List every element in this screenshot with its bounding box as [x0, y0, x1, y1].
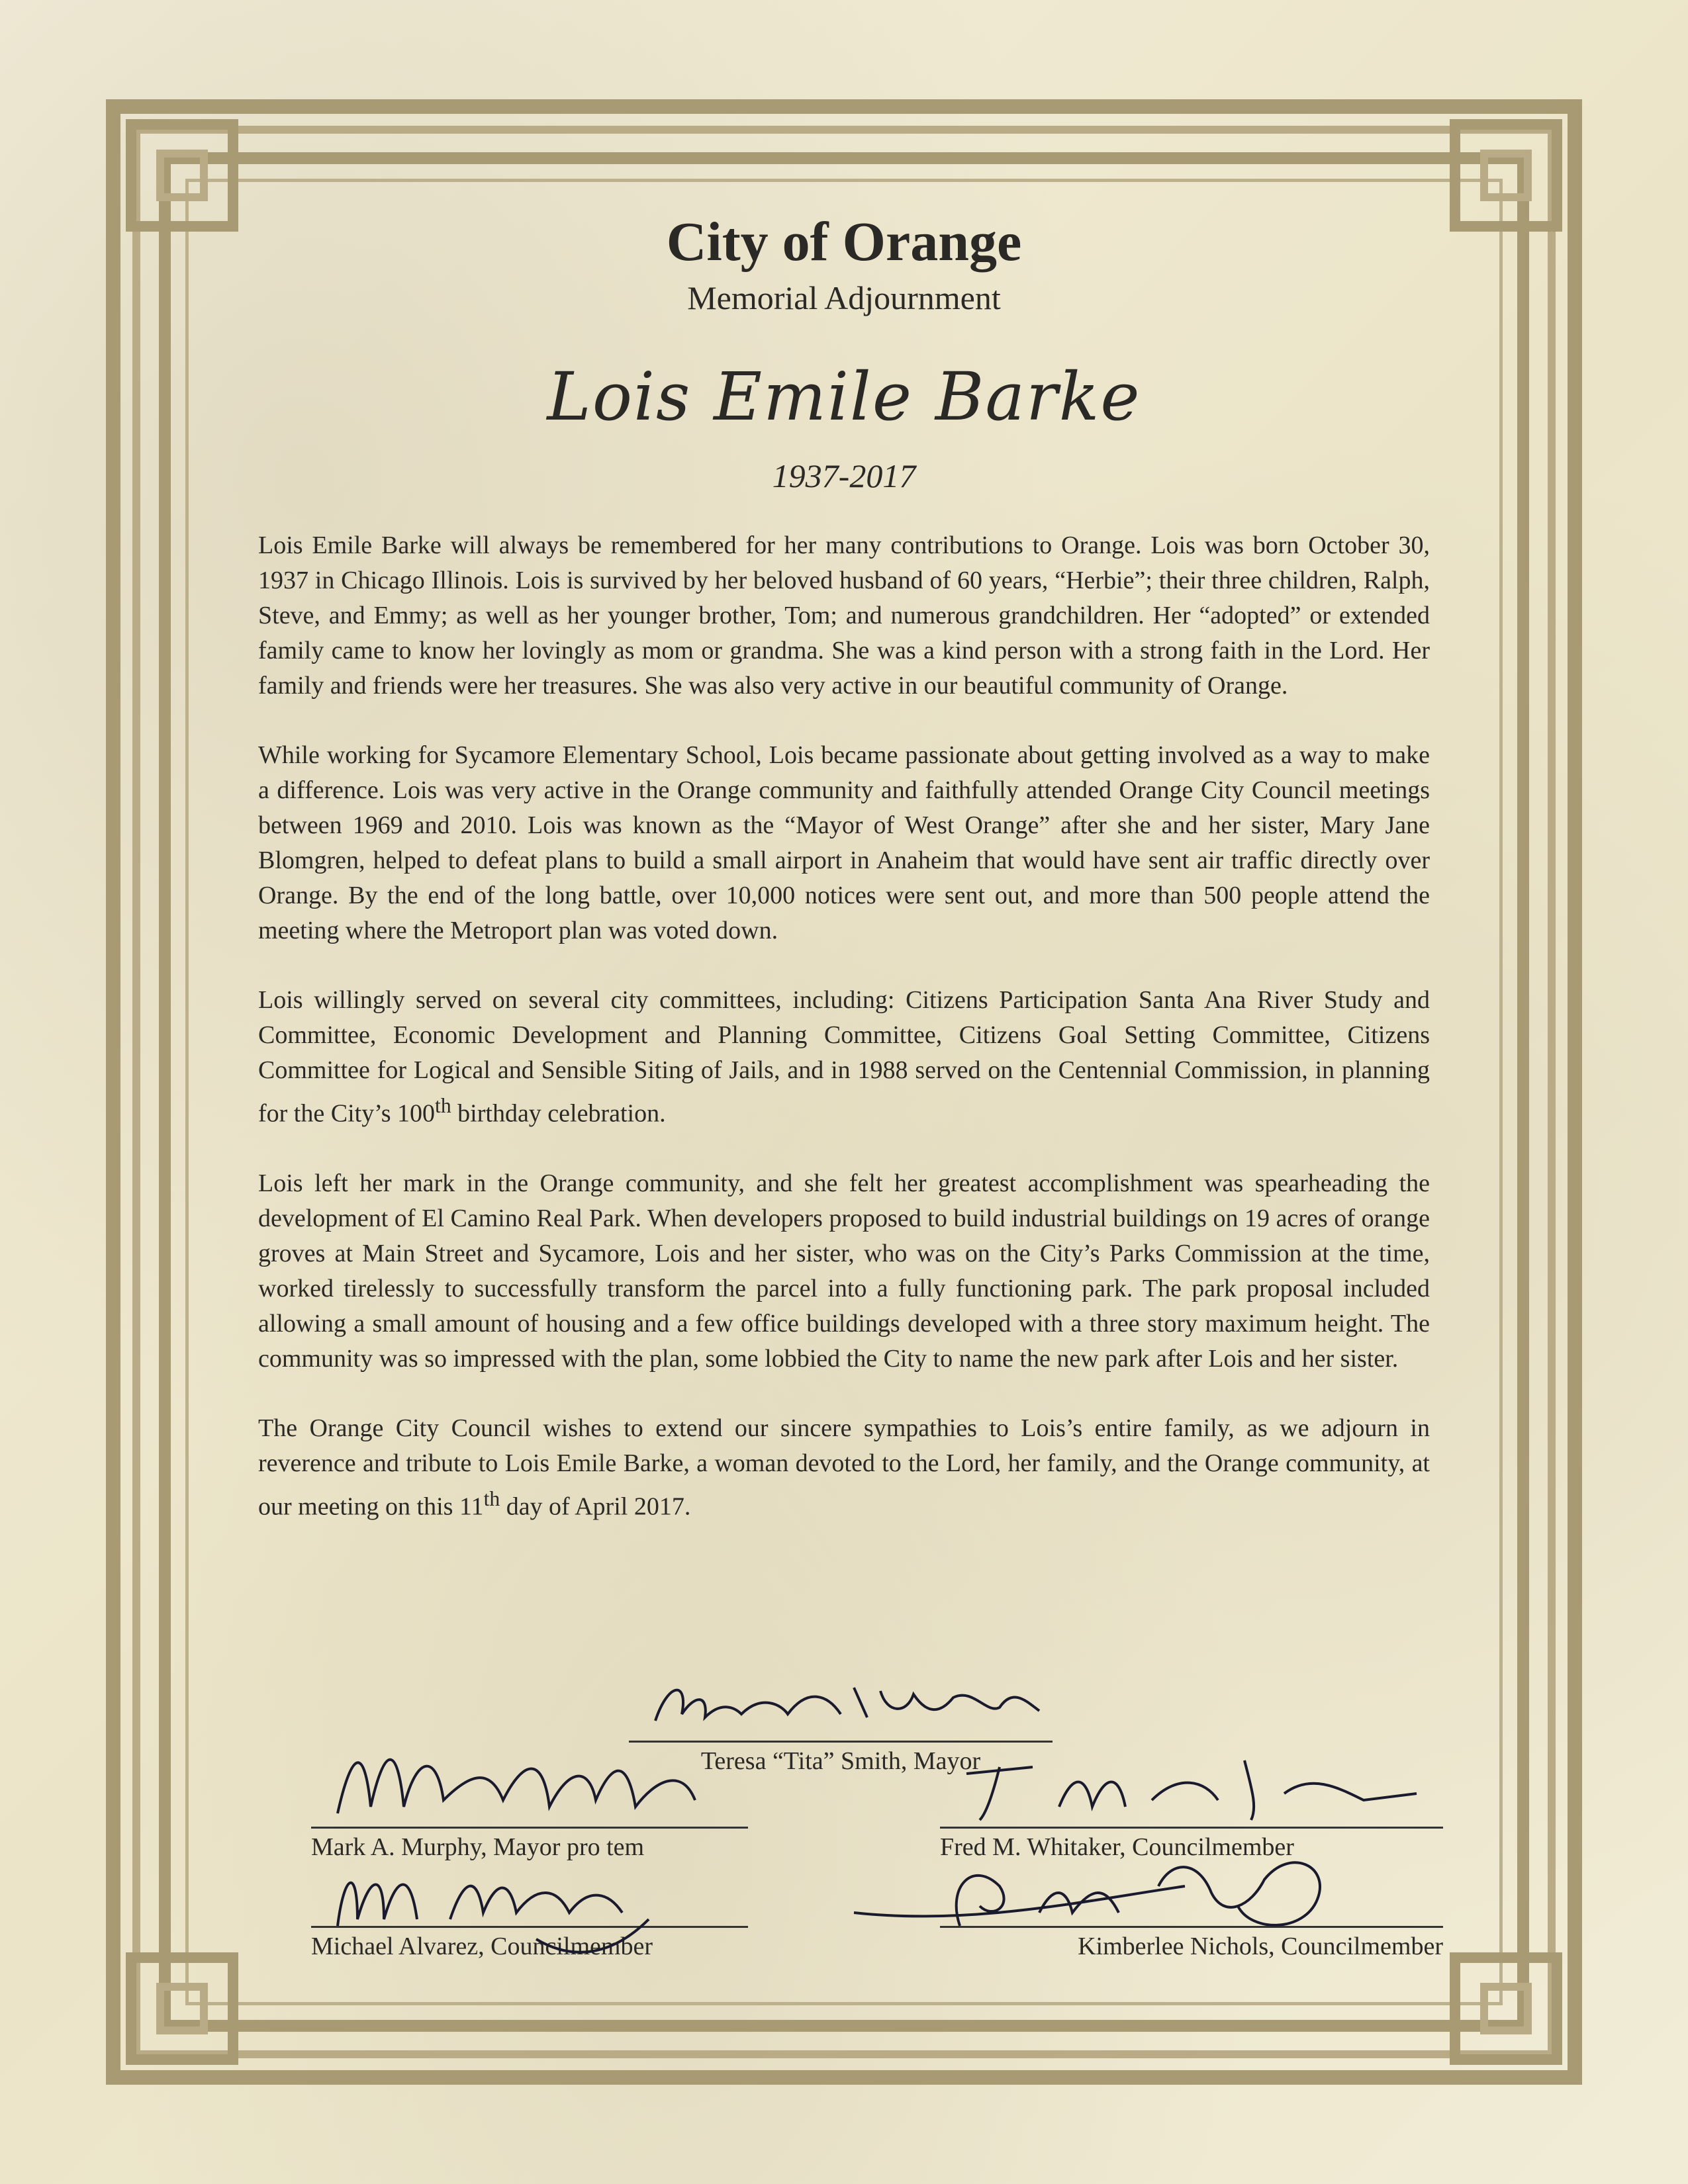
paragraph-3-text-end: birthday celebration.: [451, 1100, 666, 1128]
corner-ornament-top-right: [1450, 119, 1562, 232]
handwritten-signature-nichols: [841, 1833, 1344, 1946]
corner-ornament-bottom-left: [126, 1952, 238, 2065]
signature-line: [311, 1827, 748, 1829]
paragraph-1: Lois Emile Barke will always be remembered for her many contributions to Orange. Lois was born October 30, 1937 in Chicago Illinois. Lois is survived by her beloved husband of 60 years, “Herbie”; their three children, Ralph, Steve, and Emmy; as well as her younger brother, Tom; and numerous grandchildren. Her “adopted” or extended family came to know her lovingly as mom or grandma. She was a kind person with a strong faith in the Lord. Her family and friends were her treasures. She was also very active in our beautiful community of Orange.: [258, 531, 1430, 700]
signature-name-murphy: Mark A. Murphy, Mayor pro tem: [311, 1833, 645, 1861]
handwritten-signature-murphy: [324, 1727, 735, 1820]
paragraph-4: Lois left her mark in the Orange community, and she felt her greatest accomplishment was spearheading the development of El Camino Real Park. When developers proposed to build industrial buildings on 19 acres of orange groves at Main Street and Sycamore, Lois and her sister, who was on the City’s Parks Commission at the time, worked tirelessly to successfully transform the parcel into a fully functioning park. The park proposal included allowing a small amount of housing and a few office buildings developed with a three story maximum height. The community was so impressed with the plan, some lobbied the City to name the new park after Lois and her sister.: [258, 1169, 1430, 1373]
signature-murphy: [311, 1741, 748, 1862]
document-title: City of Orange: [666, 211, 1022, 273]
paragraph-5: [258, 1411, 1430, 1525]
signature-name-alvarez: Michael Alvarez, Councilmember: [311, 1933, 653, 1960]
signature-name-whitaker: Fred M. Whitaker, Councilmember: [940, 1833, 1294, 1861]
paragraph-3-text: Lois willingly served on several city committees, including: Citizens Participation Santa Ana River Study and Committee, Economic Development and Planning Committee, Citizens Goal Setting Committee, Citizens Committee for Logical and Sensible Siting of Jails, and in 1988 served on the Centennial Commission, in planning for the City’s 100: [258, 986, 1430, 1128]
signature-nichols: [940, 1846, 1443, 1961]
paragraph-3: [258, 983, 1430, 1132]
paragraph-3-superscript: th: [435, 1094, 451, 1118]
corner-ornament-top-left: [126, 119, 238, 232]
paragraph-2: While working for Sycamore Elementary School, Lois became passionate about getting involved as a way to make a difference. Lois was very active in the Orange community and faithfully attended Orange City Council meetings between 1969 and 2010. Lois was known as the “Mayor of West Orange” after she and her sister, Mary Jane Blomgren, helped to defeat plans to build a small airport in Anaheim that would have sent air traffic directly over Orange. By the end of the long battle, over 10,000 notices were sent out, and more than 500 people attend the meeting where the Metroport plan was voted down.: [258, 741, 1430, 945]
paragraph-5-text-end: day of April 2017.: [500, 1492, 691, 1521]
document-body: [258, 199, 1430, 1559]
lifespan-years: 1937-2017: [772, 457, 916, 495]
paragraph-5-superscript: th: [483, 1487, 500, 1511]
signature-name-nichols: Kimberlee Nichols, Councilmember: [1078, 1933, 1443, 1960]
signature-name-mayor: Teresa “Tita” Smith, Mayor: [700, 1747, 981, 1775]
signature-section: [258, 1668, 1443, 1999]
document-subtitle: Memorial Adjournment: [687, 279, 1001, 317]
handwritten-signature-whitaker: [940, 1734, 1430, 1827]
paragraph-5-text: The Orange City Council wishes to extend our sincere sympathies to Lois’s entire family, as we adjourn in reverence and tribute to Lois Emile Barke, a woman devoted to the Lord, her family, and the Orange community, at our meeting on this 11: [258, 1414, 1430, 1521]
signature-line: [940, 1827, 1443, 1829]
honoree-name: Lois Emile Barke: [547, 358, 1141, 436]
signature-alvarez: [311, 1846, 748, 1961]
corner-ornament-bottom-right: [1450, 1952, 1562, 2065]
handwritten-signature-alvarez: [318, 1846, 728, 1959]
